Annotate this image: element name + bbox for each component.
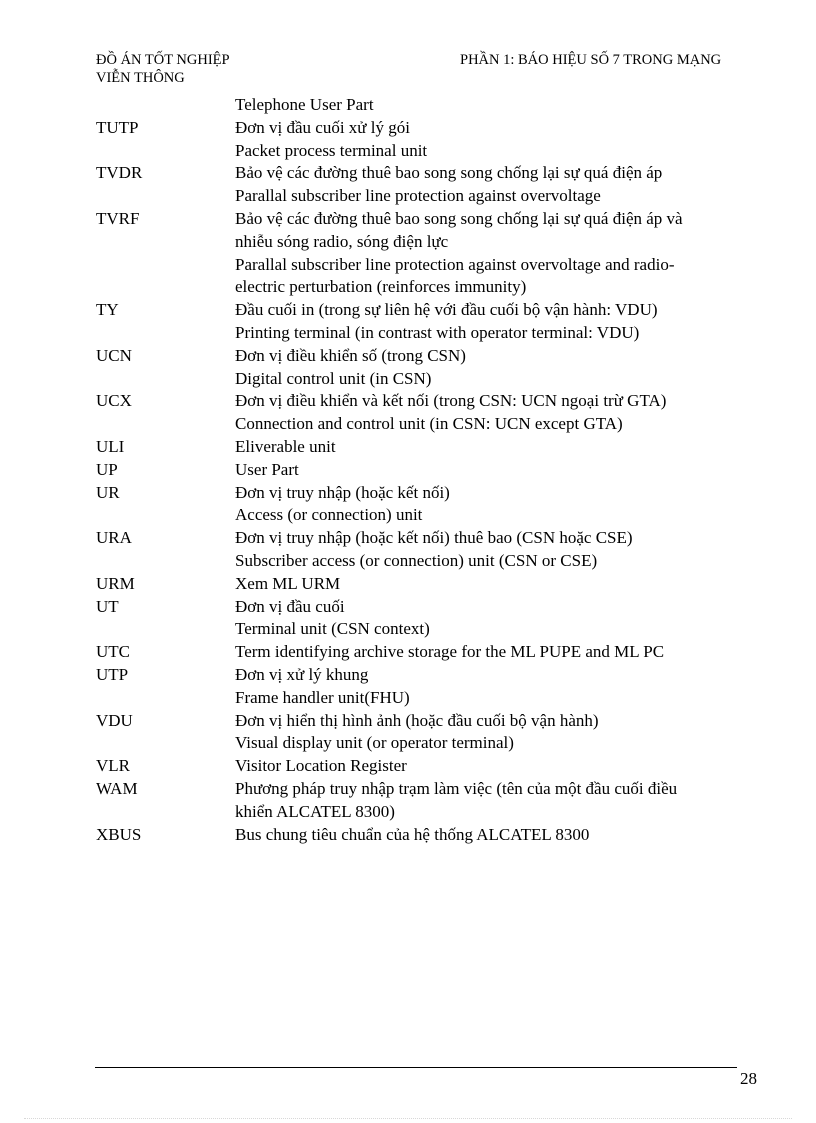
glossary-definition [235, 436, 756, 459]
definition-line: Terminal unit (CSN context) [235, 619, 430, 639]
glossary-entry [96, 755, 756, 778]
glossary-entry [96, 573, 756, 596]
definition-line: Bảo vệ các đường thuê bao song song chống lại sự quá điện áp và [235, 208, 683, 228]
glossary-definition [235, 755, 756, 778]
glossary-definition [235, 573, 756, 596]
definition-line: khiển ALCATEL 8300) [235, 801, 395, 821]
definition-line: Parallal subscriber line protection against overvoltage and radio- [235, 254, 675, 274]
glossary-abbreviation: VDU [96, 710, 133, 730]
definition-line: electric perturbation (reinforces immunity) [235, 277, 527, 297]
glossary-definition [235, 710, 756, 756]
definition-line: Đơn vị truy nhập (hoặc kết nối) thuê bao (CSN hoặc CSE) [235, 528, 633, 548]
glossary-definition [235, 482, 756, 528]
header-section-title: PHẦN 1: BÁO HIỆU SỐ 7 TRONG MẠNG [460, 52, 722, 68]
glossary-definition [235, 117, 756, 163]
definition-line: Term identifying archive storage for the ML PUPE and ML PC [235, 642, 665, 662]
glossary-entry [96, 824, 756, 847]
definition-line: Visitor Location Register [235, 756, 407, 776]
glossary-entry [96, 778, 756, 824]
glossary-entry [96, 208, 756, 299]
glossary-definition [235, 596, 756, 642]
glossary-abbreviation: WAM [96, 778, 138, 798]
glossary-entry [96, 482, 756, 528]
definition-line: Telephone User Part [235, 95, 374, 114]
glossary-abbreviation: VLR [96, 756, 130, 776]
glossary-abbreviation: UCX [96, 391, 132, 411]
definition-line: User Part [235, 459, 299, 479]
definition-line: Bus chung tiêu chuẩn của hệ thống ALCATEL 8300 [235, 824, 590, 844]
glossary-abbreviation: UTC [96, 642, 130, 662]
definition-line: Connection and control unit (in CSN: UCN except GTA) [235, 414, 623, 434]
glossary-abbreviation: UCN [96, 345, 132, 365]
definition-line: Đơn vị điều khiển số (trong CSN) [235, 345, 466, 365]
glossary-definition [235, 527, 756, 573]
header-title-line-1: ĐỒ ÁN TỐT NGHIỆP [96, 52, 230, 68]
glossary-entry [96, 299, 756, 345]
glossary-definition [235, 299, 756, 345]
glossary-definition [235, 664, 756, 710]
glossary-definition [235, 208, 756, 299]
glossary-definition [235, 162, 756, 208]
glossary-definition [235, 94, 756, 117]
definition-line: Printing terminal (in contrast with operator terminal: VDU) [235, 322, 640, 342]
page-number: 28 [740, 1069, 757, 1088]
glossary-definition [235, 390, 756, 436]
definition-line: Đơn vị truy nhập (hoặc kết nối) [235, 482, 450, 502]
glossary-definition [235, 778, 756, 824]
glossary-entry [96, 436, 756, 459]
glossary-entry [96, 162, 756, 208]
glossary-entry [96, 94, 756, 117]
glossary-entry [96, 641, 756, 664]
abbreviation-glossary [96, 94, 756, 846]
definition-line: Phương pháp truy nhập trạm làm việc (tên của một đầu cuối điều [235, 778, 678, 798]
definition-line: Đơn vị điều khiển và kết nối (trong CSN: UCN ngoại trừ GTA) [235, 391, 667, 411]
glossary-abbreviation: TVDR [96, 163, 143, 183]
definition-line: Đơn vị đầu cuối [235, 596, 345, 616]
glossary-abbreviation: XBUS [96, 824, 142, 844]
definition-line: Đơn vị hiển thị hình ảnh (hoặc đầu cuối bộ vận hành) [235, 710, 599, 730]
glossary-entry [96, 596, 756, 642]
glossary-abbreviation [96, 94, 235, 117]
glossary-abbreviation: UR [96, 482, 120, 502]
glossary-entry [96, 390, 756, 436]
glossary-entry [96, 527, 756, 573]
page-bottom-edge [24, 1118, 792, 1119]
glossary-abbreviation: TVRF [96, 208, 140, 228]
glossary-abbreviation: URM [96, 573, 135, 593]
definition-line: Subscriber access (or connection) unit (CSN or CSE) [235, 550, 598, 570]
glossary-abbreviation: TUTP [96, 117, 139, 137]
glossary-definition [235, 824, 756, 847]
glossary-abbreviation: UTP [96, 664, 129, 684]
definition-line: Frame handler unit(FHU) [235, 687, 410, 707]
definition-line: Eliverable unit [235, 436, 336, 456]
definition-line: Bảo vệ các đường thuê bao song song chống lại sự quá điện áp [235, 163, 663, 183]
glossary-abbreviation: TY [96, 300, 119, 320]
glossary-entry [96, 345, 756, 391]
glossary-entry [96, 710, 756, 756]
glossary-definition [235, 641, 756, 664]
definition-line: Đơn vị xử lý khung [235, 664, 369, 684]
glossary-abbreviation: UP [96, 459, 118, 479]
definition-line: nhiễu sóng radio, sóng điện lực [235, 231, 449, 251]
glossary-abbreviation: UT [96, 596, 119, 616]
definition-line: Parallal subscriber line protection against overvoltage [235, 186, 601, 206]
glossary-abbreviation: URA [96, 528, 132, 548]
definition-line: Đơn vị đầu cuối xử lý gói [235, 117, 410, 137]
definition-line: Digital control unit (in CSN) [235, 368, 432, 388]
header-document-title [96, 51, 336, 87]
footer-divider [95, 1067, 737, 1068]
glossary-entry [96, 664, 756, 710]
glossary-abbreviation: ULI [96, 436, 125, 456]
definition-line: Đầu cuối in (trong sự liên hệ với đầu cuối bộ vận hành: VDU) [235, 300, 658, 320]
definition-line: Visual display unit (or operator terminal) [235, 733, 514, 753]
definition-line: Access (or connection) unit [235, 505, 423, 525]
definition-line: Packet process terminal unit [235, 140, 428, 160]
definition-line: Xem ML URM [235, 573, 341, 593]
glossary-definition [235, 459, 756, 482]
glossary-entry [96, 459, 756, 482]
glossary-entry [96, 117, 756, 163]
header-title-line-2: VIỄN THÔNG [96, 70, 185, 86]
glossary-definition [235, 345, 756, 391]
